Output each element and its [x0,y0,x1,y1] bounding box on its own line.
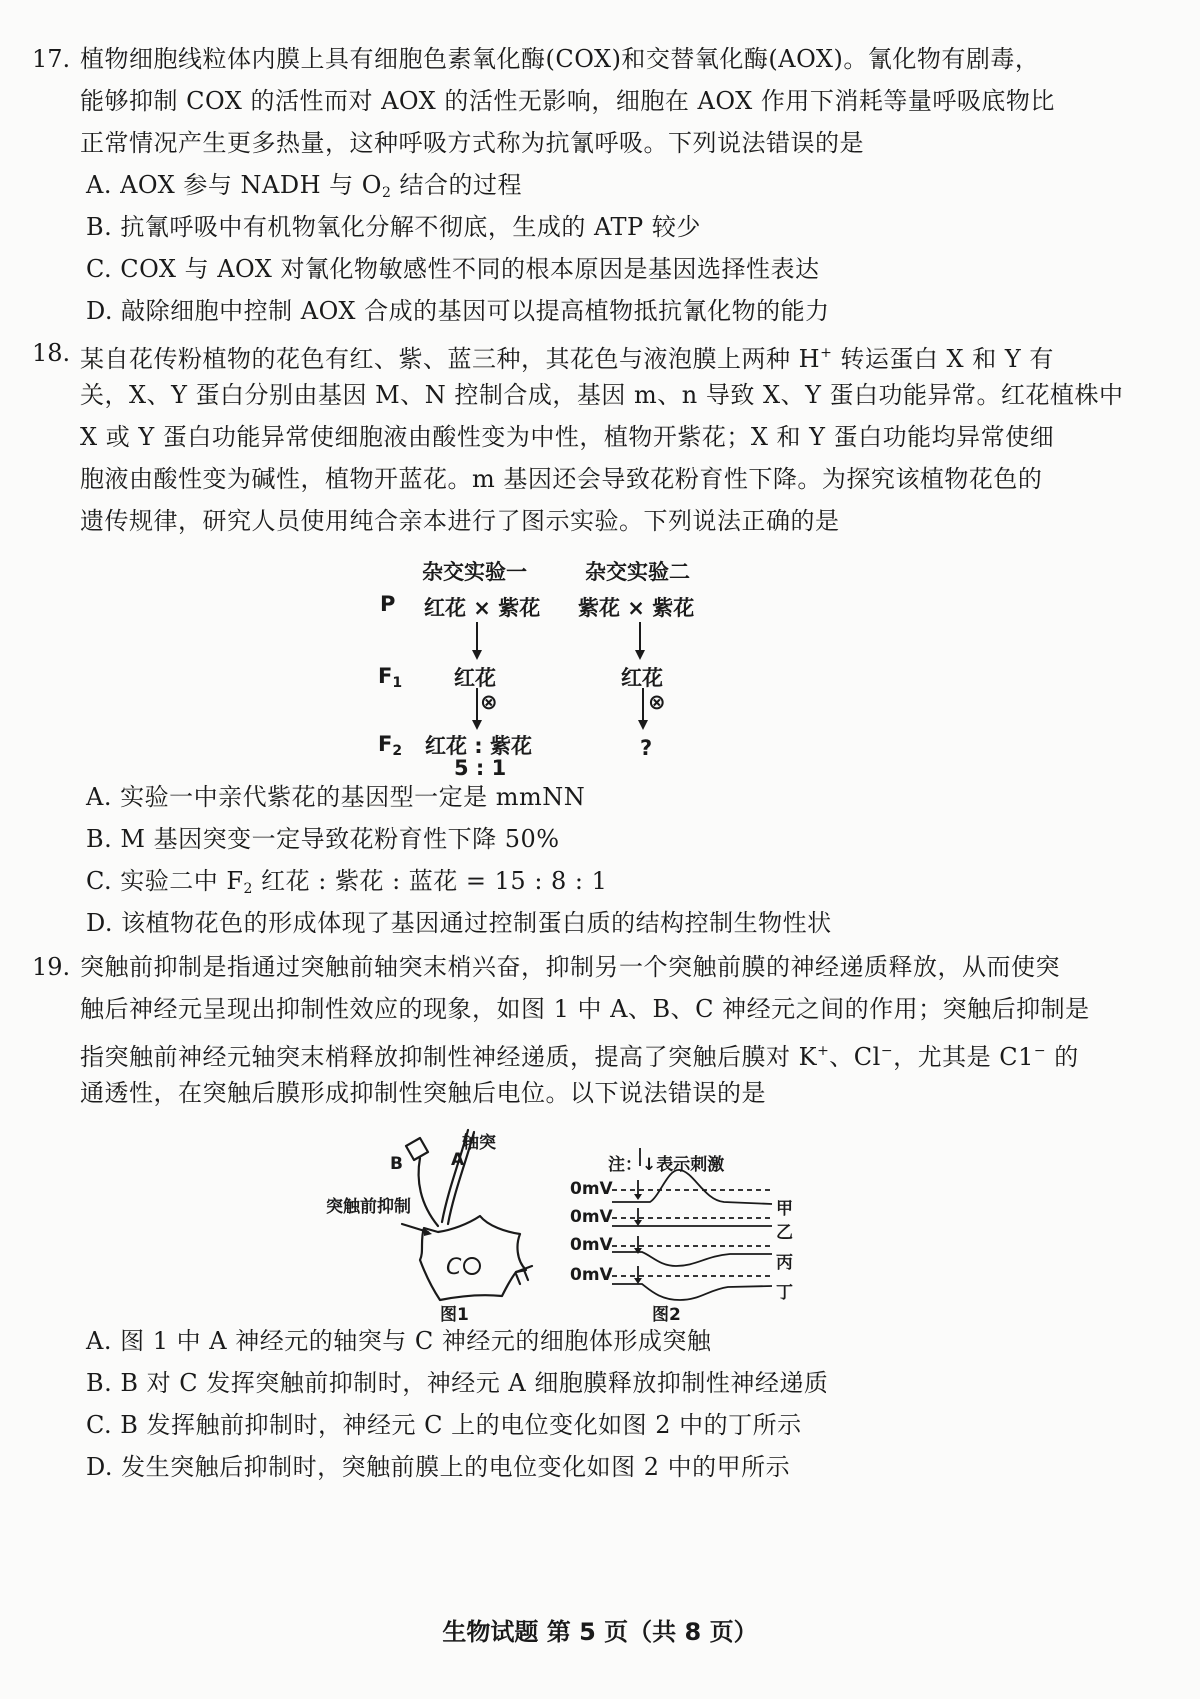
stem-text: 指突触前神经元轴突末梢释放抑制性神经递质，提高了突触后膜对 K [80,1043,818,1071]
option-b: B. 抗氰呼吸中有机物氧化分解不彻底，生成的 ATP 较少 [86,213,701,241]
superscript: + [817,1043,830,1059]
exp2-title: 杂交实验二 [585,560,690,584]
option-b: B. M 基因突变一定导致花粉育性下降 50% [86,825,560,853]
page-footer: 生物试题 第 5 页（共 8 页） [442,1618,758,1646]
figure-2-note: 注：↓表示刺激 [608,1155,725,1175]
label-b: B [390,1154,403,1174]
exp1-f2-ratio: 5 : 1 [454,756,507,780]
question-number: 19. [32,953,71,981]
option-a: A. 实验一中亲代紫花的基因型一定是 mmNN [86,783,586,811]
option-c: C. COX 与 AOX 对氰化物敏感性不同的根本原因是基因选择性表达 [86,255,820,283]
question-number: 18. [32,339,71,367]
label-a: A [451,1150,465,1170]
option-c: C. B 发挥触前抑制时，神经元 C 上的电位变化如图 2 中的丁所示 [86,1411,802,1439]
question-stem-line: 植物细胞线粒体内膜上具有细胞色素氧化酶(COX)和交替氧化酶(AOX)。氰化物有剧毒， [80,45,1040,73]
option-d: D. 敲除细胞中控制 AOX 合成的基因可以提高植物抵抗氰化物的能力 [86,297,830,325]
option-d: D. 该植物花色的形成体现了基因通过控制蛋白质的结构控制生物性状 [86,909,832,937]
zero-mv-label: 0mV [570,1207,613,1227]
exp1-f2: 红花 : 紫花 [425,734,533,758]
stem-text: 某自花传粉植物的花色有红、紫、蓝三种，其花色与液泡膜上两种 H [80,345,821,373]
option-c-text: C. 实验二中 F [86,867,244,895]
option-c-text-end: 红花 : 紫花 : 蓝花 = 15 : 8 : 1 [252,867,608,895]
exp1-parents: 红花 × 紫花 [424,596,541,620]
stem-text-end: 的 [1046,1043,1079,1071]
option-a: A. 图 1 中 A 神经元的轴突与 C 神经元的细胞体形成突触 [86,1327,712,1355]
self-cross-icon: ⊗ [480,690,498,714]
question-stem-line: 正常情况产生更多热量，这种呼吸方式称为抗氰呼吸。下列说法错误的是 [80,129,864,157]
question-stem-line: 通透性，在突触后膜形成抑制性突触后电位。以下说法错误的是 [80,1079,766,1107]
figure-2-caption: 图2 [652,1305,681,1325]
stem-text-end: 转运蛋白 X 和 Y 有 [832,345,1054,373]
exp2-parents: 紫花 × 紫花 [578,596,695,620]
exp2-f2: ? [640,736,653,760]
exp2-f1: 红花 [621,666,663,690]
figure-1-caption: 图1 [440,1305,469,1325]
f1-letter: F [378,664,393,688]
question-stem-line: 遗传规律，研究人员使用纯合亲本进行了图示实验。下列说法正确的是 [80,507,840,535]
f2-subscript: 2 [392,743,403,759]
superscript: + [820,345,833,361]
zero-mv-label: 0mV [570,1235,613,1255]
trace-label-jia: 甲 [776,1199,793,1219]
superscript: − [880,1043,894,1059]
question-stem-line: 突触前抑制是指通过突触前轴突末梢兴奋，抑制另一个突触前膜的神经递质释放，从而使突 [80,953,1060,981]
presynaptic-inhibition-label: 突触前抑制 [326,1197,411,1217]
subscript: 2 [381,185,392,201]
exp1-f1: 红花 [454,666,496,690]
question-stem-line: 能够抑制 COX 的活性而对 AOX 的活性无影响，细胞在 AOX 作用下消耗等量呼吸底物比 [80,87,1055,115]
question-stem-line: 关，X、Y 蛋白分别由基因 M、N 控制合成，基因 m、n 导致 X、Y 蛋白功能异常。红花植株中 [80,381,1124,409]
label-c: C [446,1255,462,1280]
stem-text: ，尤其是 C1 [893,1043,1034,1071]
zero-mv-label: 0mV [570,1265,613,1285]
option-d: D. 发生突触后抑制时，突触前膜上的电位变化如图 2 中的甲所示 [86,1453,791,1481]
question-stem-line: 触后神经元呈现出抑制性效应的现象，如图 1 中 A、B、C 神经元之间的作用；突触后抑制是 [80,995,1090,1023]
trace-label-bing: 丙 [776,1253,793,1273]
f2-letter: F [378,732,393,756]
stem-text: 、Cl [829,1043,881,1071]
question-stem-line: 胞液由酸性变为碱性，植物开蓝花。m 基因还会导致花粉育性下降。为探究该植物花色的 [80,465,1043,493]
superscript: − [1033,1043,1047,1059]
trace-label-ding: 丁 [776,1283,793,1303]
option-a-text: A. AOX 参与 NADH 与 O [86,171,382,199]
self-cross-icon: ⊗ [648,690,666,714]
f1-subscript: 1 [392,675,403,691]
subscript: 2 [243,881,253,897]
exp1-title: 杂交实验一 [422,560,527,584]
axon-label: 轴突 [462,1133,496,1153]
generation-p-label: P [380,592,396,616]
question-stem-line: X 或 Y 蛋白功能异常使细胞液由酸性变为中性，植物开紫花；X 和 Y 蛋白功能均异常使细 [80,423,1055,451]
question-number: 17. [32,45,71,73]
zero-mv-label: 0mV [570,1179,613,1199]
option-a-text-end: 结合的过程 [391,171,523,199]
trace-label-yi: 乙 [776,1223,793,1243]
option-b: B. B 对 C 发挥突触前抑制时，神经元 A 细胞膜释放抑制性神经递质 [86,1369,829,1397]
